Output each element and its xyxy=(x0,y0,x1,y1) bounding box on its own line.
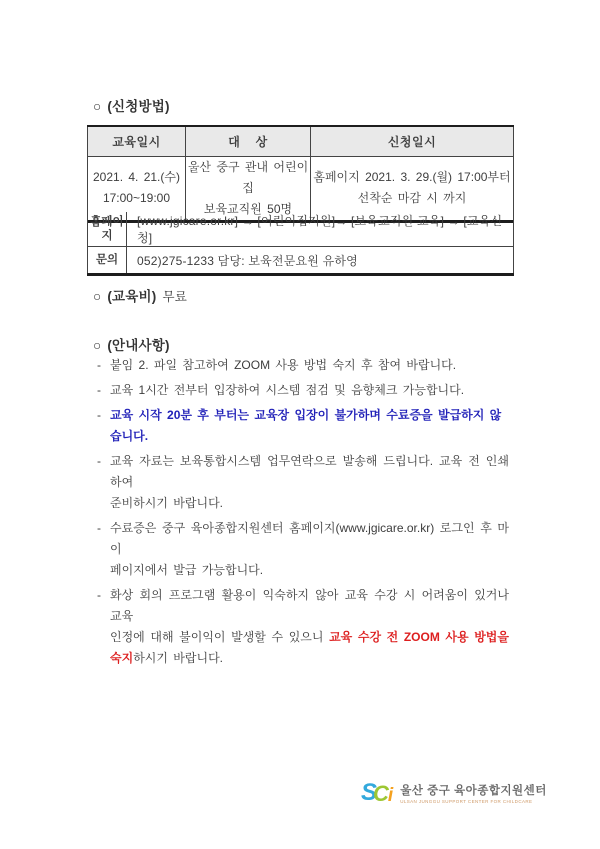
apply-method-title: (신청방법) xyxy=(107,99,170,114)
notice-item-6-line3-normal: 하시기 바랍니다. xyxy=(133,651,224,665)
notice-heading xyxy=(93,334,170,354)
apply-start: 홈페이지 2021. 3. 29.(월) 17:00부터 xyxy=(313,170,511,184)
logo-letter-s: S xyxy=(361,779,378,806)
contact-row xyxy=(88,247,514,275)
circle-bullet-icon: ○ xyxy=(93,338,102,353)
header-target: 대 상 xyxy=(186,126,311,156)
contact-label: 문의 xyxy=(88,247,127,275)
target-count: 보육교직원 50명 xyxy=(203,201,293,216)
dash-bullet-icon: - xyxy=(97,588,101,602)
notice-title: (안내사항) xyxy=(107,338,170,353)
dash-bullet-icon: - xyxy=(97,358,101,372)
list-item xyxy=(97,451,513,514)
notice-item-1: 붙임 2. 파일 참고하여 ZOOM 사용 방법 숙지 후 참여 바랍니다. xyxy=(110,358,457,372)
notice-item-5-line1: 수료증은 중구 육아종합지원센터 홈페이지(www.jgicare.or.kr) 로그인 후 마이 xyxy=(110,521,509,556)
apply-method-heading xyxy=(93,95,170,115)
sci-logo-icon xyxy=(361,781,393,805)
notice-item-6-line2-normal: 인정에 대해 불이익이 발생할 수 있으니 xyxy=(110,630,330,644)
table-header-row xyxy=(88,126,514,156)
list-item xyxy=(97,518,513,581)
logo-letter-c: C xyxy=(373,781,389,806)
list-item xyxy=(97,585,513,669)
list-item xyxy=(97,380,513,401)
notice-item-3-warning: 교육 시작 20분 후 부터는 교육장 입장이 불가하며 수료증을 발급하지 않습니다. xyxy=(110,408,502,443)
notice-item-6-line2 xyxy=(110,627,509,648)
org-logo xyxy=(361,781,547,805)
org-name-korean: 울산 중구 육아종합지원센터 xyxy=(400,785,547,797)
notice-list xyxy=(97,355,513,673)
contact-info-table xyxy=(87,212,514,276)
notice-item-6-line3 xyxy=(110,648,509,669)
education-time: 17:00~19:00 xyxy=(102,191,171,205)
org-name-english: ULSAN JUNGGU SUPPORT CENTER FOR CHILDCARE xyxy=(400,799,533,804)
homepage-row xyxy=(88,212,514,247)
apply-deadline: 선착순 마감 시 까지 xyxy=(357,191,467,205)
fee-heading xyxy=(93,285,187,305)
notice-item-4-line1: 교육 자료는 보육통합시스템 업무연락으로 발송해 드립니다. 교육 전 인쇄하여 xyxy=(110,454,509,489)
header-education-datetime: 교육일시 xyxy=(88,126,186,156)
notice-item-5 xyxy=(110,518,509,581)
contact-phone: 052)275-1233 담당: 보육전문요원 유하영 xyxy=(127,247,514,275)
target-region: 울산 중구 관내 어린이집 xyxy=(187,159,309,195)
fee-title: (교육비) xyxy=(107,289,157,304)
notice-item-4-line2: 준비하시기 바랍니다. xyxy=(110,496,223,510)
notice-item-2: 교육 1시간 전부터 입장하여 시스템 점검 및 음향체크 가능합니다. xyxy=(110,383,465,397)
homepage-path: [www.jgicare.or.kr] → [어린이집지원]→ [보육교직원 교육] → [교육신청] xyxy=(127,212,514,247)
logo-letter-i: i xyxy=(387,785,394,806)
notice-item-6 xyxy=(110,585,509,669)
dash-bullet-icon: - xyxy=(97,383,101,397)
education-date: 2021. 4. 21.(수) xyxy=(93,170,180,184)
homepage-label: 홈페이지 xyxy=(88,212,127,247)
notice-item-5-line2: 페이지에서 발급 가능합니다. xyxy=(110,563,264,577)
list-item xyxy=(97,355,513,376)
header-apply-datetime: 신청일시 xyxy=(311,126,514,156)
circle-bullet-icon: ○ xyxy=(93,99,102,114)
education-schedule-table xyxy=(87,125,514,223)
fee-value: 무료 xyxy=(162,290,188,304)
notice-item-6-line3-warning: 숙지 xyxy=(110,651,134,665)
notice-item-6-line1: 화상 회의 프로그램 활용이 익숙하지 않아 교육 수강 시 어려움이 있거나 교육 xyxy=(110,588,509,623)
notice-item-6-line2-warning: 교육 수강 전 ZOOM 사용 방법을 xyxy=(329,630,509,644)
dash-bullet-icon: - xyxy=(97,408,101,422)
dash-bullet-icon: - xyxy=(97,454,101,468)
list-item xyxy=(97,405,513,447)
notice-item-4 xyxy=(110,451,509,514)
dash-bullet-icon: - xyxy=(97,521,101,535)
circle-bullet-icon: ○ xyxy=(93,289,102,304)
org-name-block xyxy=(400,782,547,804)
